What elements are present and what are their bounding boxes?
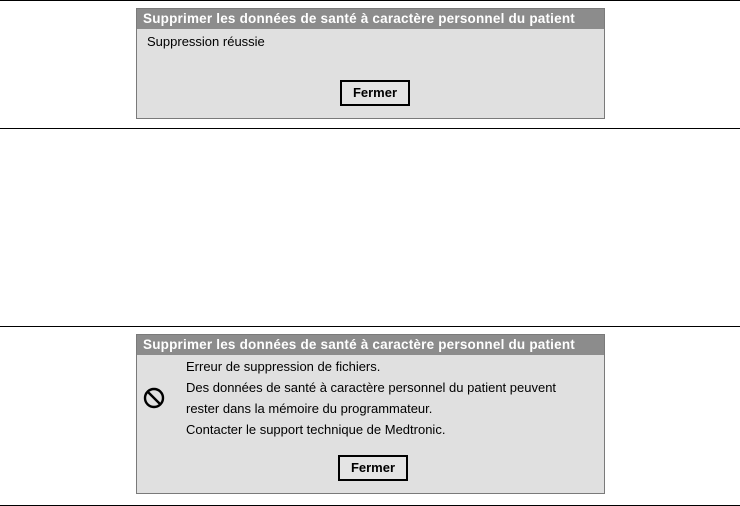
error-line-1: Erreur de suppression de fichiers. [186, 359, 381, 374]
section-divider [0, 128, 740, 129]
error-line-3: rester dans la mémoire du programmateur. [186, 401, 433, 416]
dialog-title: Supprimer les données de santé à caractère personnel du patient [137, 9, 604, 29]
success-message: Suppression réussie [147, 34, 265, 49]
delete-error-dialog [136, 334, 605, 494]
top-divider [0, 0, 740, 1]
prohibited-icon [143, 387, 165, 409]
error-line-2: Des données de santé à caractère personnel du patient peuvent [186, 380, 557, 395]
dialog-title: Supprimer les données de santé à caractère personnel du patient [137, 335, 604, 355]
section-divider [0, 326, 740, 327]
close-button[interactable]: Fermer [338, 455, 408, 481]
error-line-4: Contacter le support technique de Medtronic. [186, 422, 446, 437]
delete-success-dialog [136, 8, 605, 119]
close-button[interactable]: Fermer [340, 80, 410, 106]
